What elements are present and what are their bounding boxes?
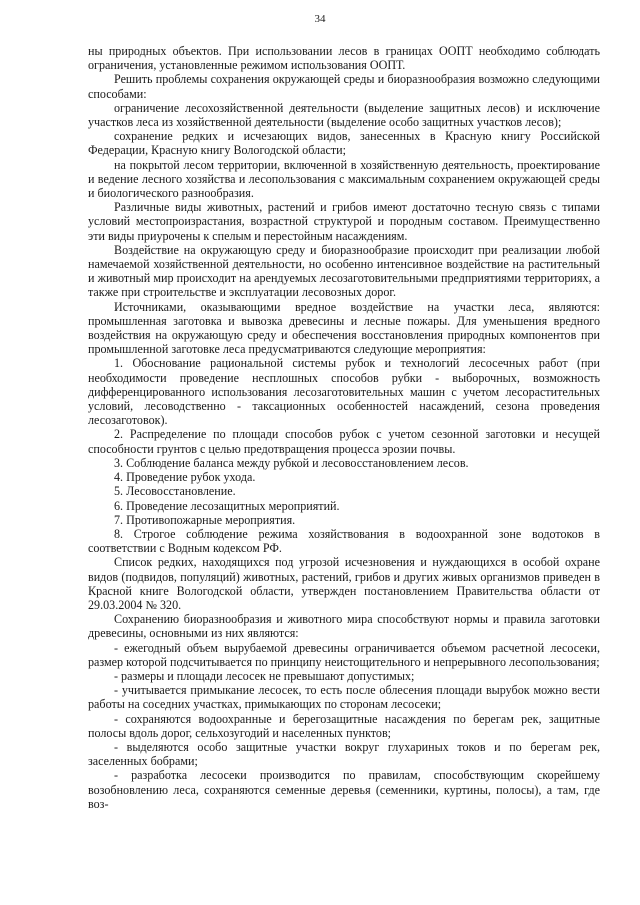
- numbered-item: 3. Соблюдение баланса между рубкой и лесовосстановлением лесов.: [114, 455, 469, 470]
- list-item-method: ограничение лесохозяйственной деятельности (выделение защитных лесов) и исключение участков леса из хозяйственной деятельности (выделение особо защитных участков лесов);: [88, 100, 600, 130]
- paragraph-intro: Решить проблемы сохранения окружающей среды и биоразнообразия возможно следующими способами:: [88, 72, 600, 101]
- dash-item: - учитывается примыкание лесосек, то есть после облесения площади вырубок можно вести работы на соседних участках, примыкающих по сторонам лесосеки;: [88, 683, 600, 712]
- paragraph: Источниками, оказывающими вредное воздействие на участки леса, являются: промышленная заготовка и вывозка древесины и лесные пожары. Для уменьшения вредного воздействия на окружающую среду и обеспечения восстановления природных компонентов при промышленной заготовке леса предусматриваются следующие мероприятия:: [88, 299, 600, 357]
- paragraph: Различные виды животных, растений и грибов имеют достаточно тесную связь с типами условий местопроизрастания, возрастной структурой и породным составом. Преимущественно эти виды приурочены к спелым и перестойным насаждениям.: [88, 200, 600, 243]
- numbered-item: 7. Противопожарные мероприятия.: [114, 512, 296, 527]
- list-item-method: на покрытой лесом территории, включенной в хозяйственную деятельность, проектирование и ведение лесного хозяйства и лесопользования с максимальным сохранением окружающей среды и биологического разнообразия.: [88, 157, 600, 201]
- dash-item: - размеры и площади лесосек не превышают допустимых;: [114, 668, 415, 683]
- list-item-method: сохранение редких и исчезающих видов, занесенных в Красную книгу Российской Федерации, Красную книгу Вологодской области;: [88, 129, 600, 158]
- dash-item: - выделяются особо защитные участки вокруг глухариных токов и по берегам рек, заселенных бобрами;: [88, 739, 600, 769]
- numbered-item: 2. Распределение по площади способов рубок с учетом сезонной заготовки и несущей способности грунтов с целью предотвращения процесса эрозии почвы.: [88, 427, 600, 456]
- numbered-item: 6. Проведение лесозащитных мероприятий.: [114, 498, 340, 513]
- numbered-item: 5. Лесовосстановление.: [114, 484, 236, 499]
- body-text: [88, 44, 600, 811]
- numbered-item: 1. Обоснование рациональной системы рубок и технологий лесосечных работ (при необходимости проведение несплошных способов рубки - выборочных, возможность дифференцированного использования лесозаготовительных машин с учетом лесорастительных условий, лесоводственно - таксационных особенностей насаждений, сезона проведения лесозаготовок).: [88, 356, 600, 428]
- page-number: 34: [314, 13, 326, 25]
- paragraph: Сохранению биоразнообразия и животного мира способствуют нормы и правила заготовки древесины, основными из них являются:: [88, 612, 600, 641]
- paragraph: Воздействие на окружающую среду и биоразнообразие происходит при реализации любой намечаемой хозяйственной деятельности, но особенно интенсивное воздействие на растительный и животный мир происходит на арендуемых лесозаготовительными предприятиями территориях, а также при строительстве и эксплуатации лесовозных дорог.: [88, 242, 600, 300]
- paragraph: Список редких, находящихся под угрозой исчезновения и нуждающихся в особой охране видов (подвидов, популяций) животных, растений, грибов и других живых организмов приведен в Красной книге Вологодской области, утвержден постановлением Правительства области от 29.03.2004 № 320.: [88, 555, 600, 612]
- dash-item: - ежегодный объем вырубаемой древесины ограничивается объемом расчетной лесосеки, размер которой подсчитывается по принципу неистощительного и непрерывного лесопользования;: [88, 640, 600, 669]
- numbered-item: 4. Проведение рубок ухода.: [114, 470, 256, 485]
- paragraph-continuation: ны природных объектов. При использовании лесов в границах ООПТ необходимо соблюдать ограничения, установленные режимом использования ООПТ.: [88, 44, 600, 73]
- dash-item: - сохраняются водоохранные и берегозащитные насаждения по берегам рек, защитные полосы вдоль дорог, сельхозугодий и населенных пунктов;: [88, 711, 600, 740]
- numbered-item: 8. Строгое соблюдение режима хозяйствования в водоохранной зоне водотоков в соответствии с Водным кодексом РФ.: [88, 526, 600, 556]
- dash-item: - разработка лесосеки производится по правилам, способствующим скорейшему возобновлению леса, сохраняются семенные деревья (семенники, куртины, полосы), а там, где воз-: [88, 768, 600, 811]
